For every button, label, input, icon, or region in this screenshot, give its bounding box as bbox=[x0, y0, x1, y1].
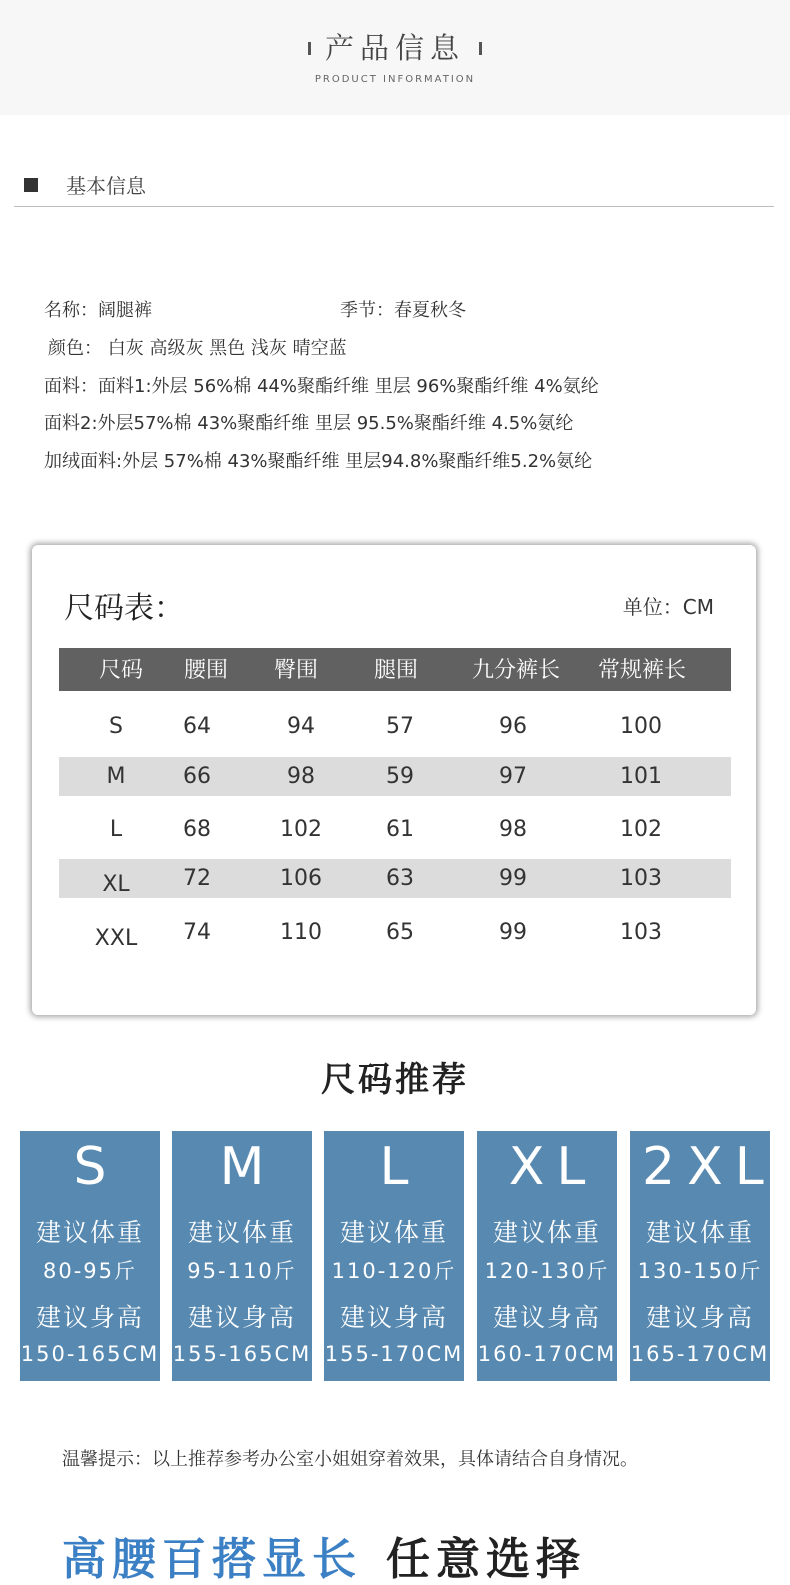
table-cell: 101 bbox=[620, 764, 662, 789]
section-title-text: 产品信息 bbox=[324, 31, 465, 65]
recommend-size-label: S bbox=[73, 1137, 119, 1197]
table-cell: 66 bbox=[183, 764, 211, 789]
weight-range: 120-130斤 bbox=[484, 1259, 610, 1283]
info-colors: 颜色： 白灰 高级灰 黑色 浅灰 晴空蓝 bbox=[48, 338, 347, 359]
bottom-banner bbox=[62, 1534, 586, 1585]
title-bar-right bbox=[479, 42, 482, 55]
table-cell: 72 bbox=[183, 866, 211, 891]
size-recommend-card bbox=[20, 1131, 160, 1381]
table-cell: 106 bbox=[280, 866, 322, 891]
header-cell: 常规裤长 bbox=[597, 658, 687, 683]
section-header bbox=[0, 0, 790, 115]
weight-range: 80-95斤 bbox=[42, 1259, 138, 1283]
size-cell: M bbox=[106, 764, 126, 789]
size-cell: XXL bbox=[94, 926, 138, 951]
header-cell: 腿围 bbox=[373, 658, 419, 683]
banner-right-text: 任意选择 bbox=[386, 1534, 586, 1585]
header-cell: 腰围 bbox=[183, 658, 229, 683]
table-cell: 98 bbox=[499, 817, 527, 842]
size-recommend-title: 尺码推荐 bbox=[321, 1060, 469, 1100]
recommend-size-label: M bbox=[219, 1137, 277, 1197]
weight-range: 110-120斤 bbox=[331, 1259, 457, 1283]
table-cell: 94 bbox=[287, 714, 315, 739]
table-cell: 68 bbox=[183, 817, 211, 842]
table-cell: 100 bbox=[620, 714, 662, 739]
weight-range: 130-150斤 bbox=[637, 1259, 763, 1283]
height-range: 165-170CM bbox=[630, 1342, 770, 1366]
size-cell: L bbox=[109, 817, 123, 842]
size-recommend-card bbox=[172, 1131, 312, 1381]
size-chart-card bbox=[32, 545, 756, 1015]
recommend-size-label: 2XL bbox=[642, 1137, 776, 1197]
table-cell: 102 bbox=[280, 817, 322, 842]
table-cell: 61 bbox=[386, 817, 414, 842]
weight-label: 建议体重 bbox=[35, 1218, 144, 1247]
table-cell: 74 bbox=[183, 920, 211, 945]
section-title bbox=[0, 26, 790, 67]
table-cell: 103 bbox=[620, 866, 662, 891]
table-cell: 59 bbox=[386, 764, 414, 789]
size-recommend-card bbox=[630, 1131, 776, 1381]
info-name: 名称：阔腿裤 bbox=[44, 300, 152, 321]
height-range: 160-170CM bbox=[477, 1342, 617, 1366]
table-cell: 103 bbox=[620, 920, 662, 945]
table-cell: 99 bbox=[499, 866, 527, 891]
table-cell: 65 bbox=[386, 920, 414, 945]
weight-label: 建议体重 bbox=[339, 1218, 448, 1247]
table-cell: 97 bbox=[499, 764, 527, 789]
size-chart-unit: 单位：CM bbox=[622, 595, 714, 619]
size-chart-title: 尺码表： bbox=[64, 591, 184, 626]
table-cell: 63 bbox=[386, 866, 414, 891]
info-fabric-2: 面料2:外层57%棉 43%聚酯纤维 里层 95.5%聚酯纤维 4.5%氨纶 bbox=[44, 413, 574, 434]
square-bullet-icon bbox=[24, 178, 38, 192]
recommend-size-label: L bbox=[379, 1137, 421, 1197]
weight-range: 95-110斤 bbox=[187, 1259, 297, 1283]
table-cell: 98 bbox=[287, 764, 315, 789]
divider bbox=[14, 206, 774, 207]
weight-label: 建议体重 bbox=[187, 1218, 296, 1247]
table-cell: 110 bbox=[280, 920, 322, 945]
table-row bbox=[59, 810, 731, 849]
size-recommend-card bbox=[477, 1131, 617, 1381]
table-cell: 99 bbox=[499, 920, 527, 945]
size-recommend-card bbox=[324, 1131, 464, 1381]
height-range: 155-170CM bbox=[324, 1342, 464, 1366]
basic-info-heading-text: 基本信息 bbox=[66, 174, 146, 198]
section-subtitle: PRODUCT INFORMATION bbox=[314, 74, 476, 85]
banner-left-text: 高腰百搭显长 bbox=[62, 1534, 362, 1585]
header-cell: 九分裤长 bbox=[471, 658, 561, 683]
table-cell: 57 bbox=[386, 714, 414, 739]
recommend-size-label: XL bbox=[508, 1137, 598, 1197]
weight-label: 建议体重 bbox=[645, 1218, 754, 1247]
height-label: 建议身高 bbox=[339, 1303, 448, 1332]
table-cell: 64 bbox=[183, 714, 211, 739]
table-row bbox=[59, 707, 731, 746]
table-row bbox=[59, 859, 731, 898]
size-cell: S bbox=[109, 714, 123, 739]
height-label: 建议身高 bbox=[187, 1303, 296, 1332]
table-row bbox=[59, 913, 731, 952]
size-table-header bbox=[59, 648, 731, 691]
table-row bbox=[59, 757, 731, 796]
info-fleece-fabric: 加绒面料:外层 57%棉 43%聚酯纤维 里层94.8%聚酯纤维5.2%氨纶 bbox=[44, 451, 593, 472]
header-cell: 臀围 bbox=[273, 658, 319, 683]
height-label: 建议身高 bbox=[645, 1303, 754, 1332]
header-cell: 尺码 bbox=[98, 658, 144, 683]
table-cell: 96 bbox=[499, 714, 527, 739]
weight-label: 建议体重 bbox=[492, 1218, 601, 1247]
height-label: 建议身高 bbox=[35, 1303, 144, 1332]
height-label: 建议身高 bbox=[492, 1303, 601, 1332]
table-cell: 102 bbox=[620, 817, 662, 842]
height-range: 155-165CM bbox=[172, 1342, 312, 1366]
info-fabric-1: 面料：面料1:外层 56%棉 44%聚酯纤维 里层 96%聚酯纤维 4%氨纶 bbox=[44, 376, 599, 397]
basic-info-heading bbox=[24, 170, 146, 199]
title-bar-left bbox=[308, 42, 311, 55]
height-range: 150-165CM bbox=[20, 1342, 160, 1366]
warm-tip: 温馨提示：以上推荐参考办公室小姐姐穿着效果，具体请结合自身情况。 bbox=[62, 1449, 638, 1470]
info-season: 季节：春夏秋冬 bbox=[340, 300, 466, 321]
size-cell: XL bbox=[102, 872, 130, 897]
